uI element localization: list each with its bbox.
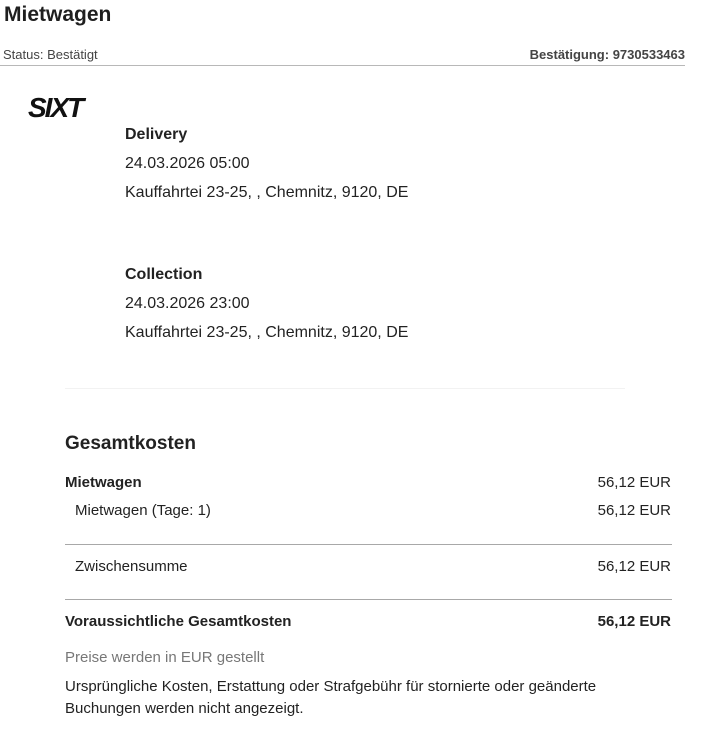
booking-status: Status: Bestätigt bbox=[3, 47, 98, 62]
delivery-label: Delivery bbox=[125, 126, 188, 143]
total-divider bbox=[65, 599, 672, 600]
cost-category-label: Mietwagen bbox=[65, 474, 142, 491]
total-value: 56,12 EUR bbox=[597, 613, 671, 630]
status-bar bbox=[0, 46, 685, 66]
subtotal-divider bbox=[65, 544, 672, 545]
collection-label: Collection bbox=[125, 266, 203, 283]
sixt-logo-text: SIXT bbox=[28, 92, 83, 120]
page-title: Mietwagen bbox=[4, 3, 112, 26]
delivery-datetime: 24.03.2026 05:00 bbox=[125, 155, 250, 172]
total-label: Voraussichtliche Gesamtkosten bbox=[65, 613, 292, 630]
currency-note: Preise werden in EUR gestellt bbox=[65, 649, 265, 666]
cost-item-label: Mietwagen (Tage: 1) bbox=[75, 502, 211, 519]
section-divider bbox=[65, 388, 625, 389]
cost-item-value: 56,12 EUR bbox=[597, 502, 671, 519]
delivery-address: Kauffahrtei 23-25, , Chemnitz, 9120, DE bbox=[125, 184, 409, 201]
cost-category-value: 56,12 EUR bbox=[597, 474, 671, 491]
confirmation-number: Bestätigung: 9730533463 bbox=[529, 47, 685, 62]
subtotal-value: 56,12 EUR bbox=[597, 558, 671, 575]
disclaimer-text: Ursprüngliche Kosten, Erstattung oder Strafgebühr für stornierte oder geänderte Buchungen werden nicht angezeigt. bbox=[65, 678, 597, 717]
costs-title: Gesamtkosten bbox=[65, 433, 196, 454]
collection-datetime: 24.03.2026 23:00 bbox=[125, 295, 250, 312]
sixt-logo bbox=[28, 92, 100, 120]
collection-address: Kauffahrtei 23-25, , Chemnitz, 9120, DE bbox=[125, 324, 409, 341]
subtotal-label: Zwischensumme bbox=[75, 558, 188, 575]
